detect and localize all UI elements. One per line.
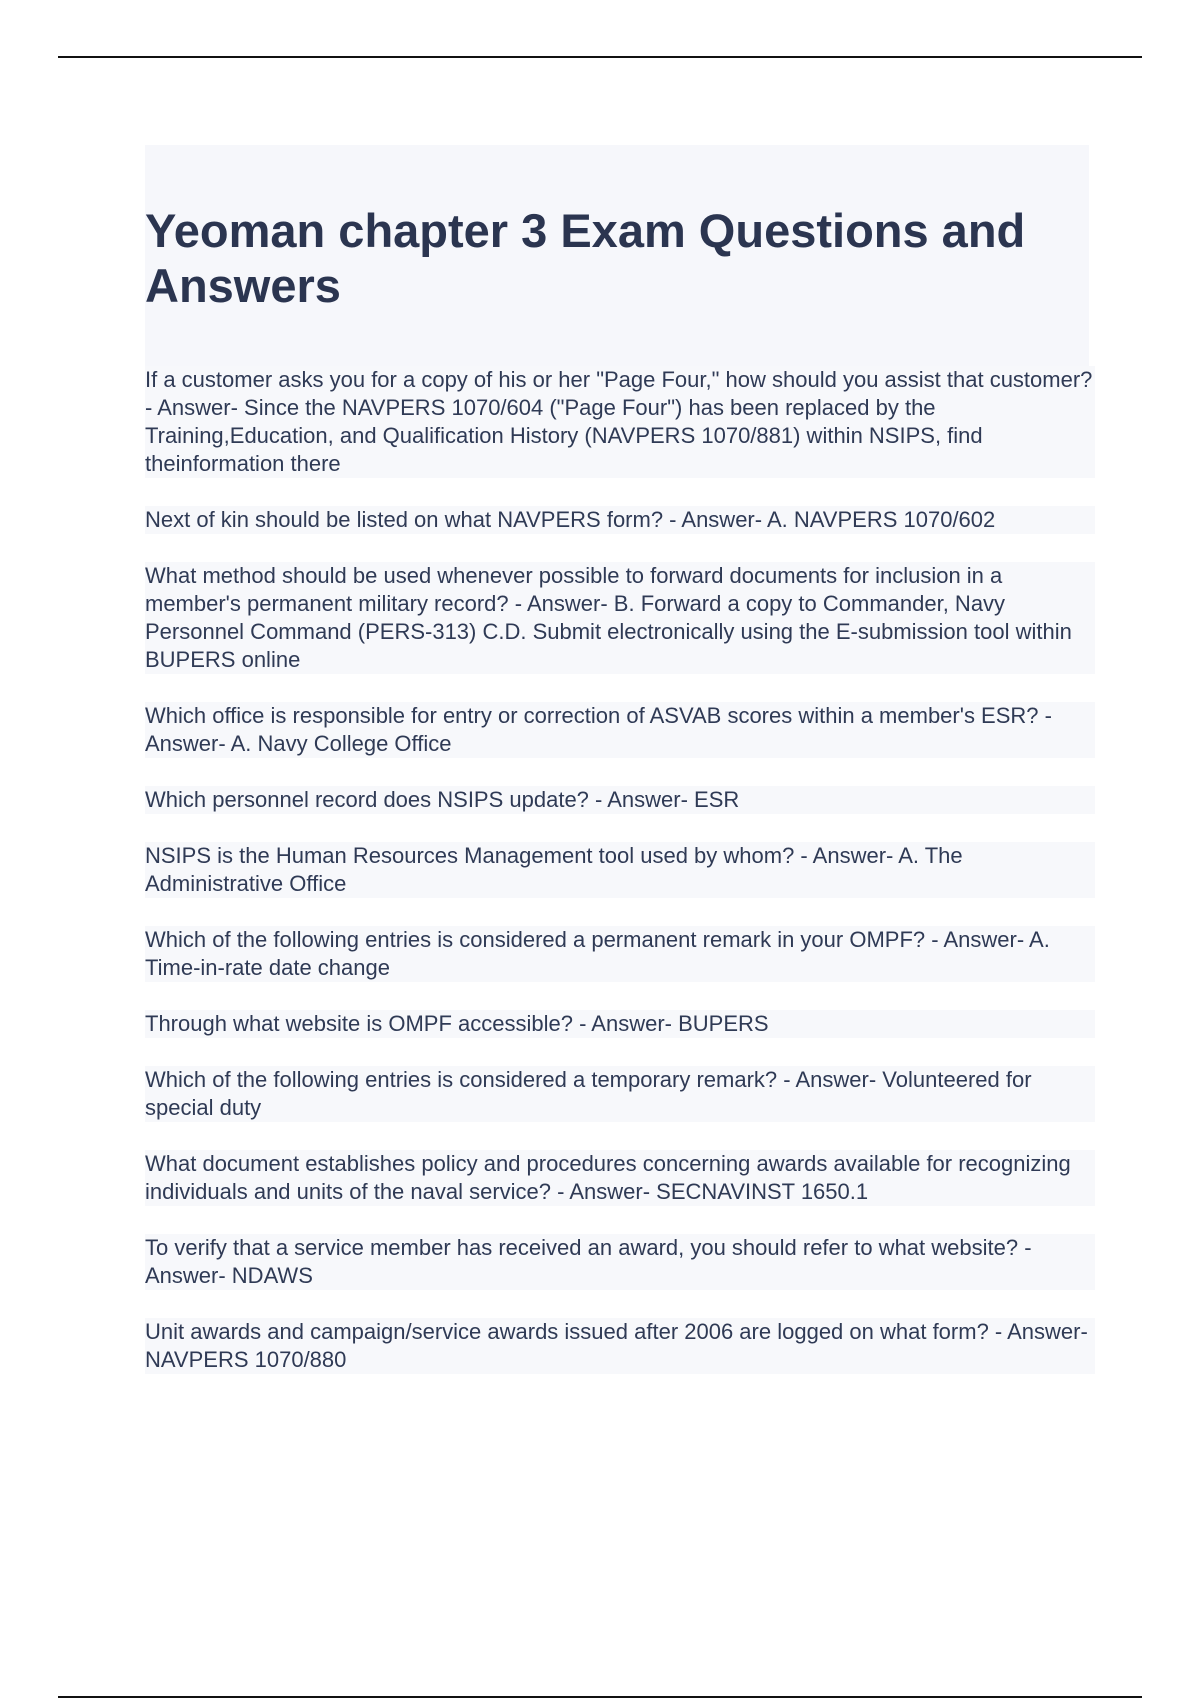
qa-item: Through what website is OMPF accessible? - Answer- BUPERS	[145, 1010, 1095, 1038]
qa-list	[145, 366, 1095, 1402]
qa-item: Which office is responsible for entry or correction of ASVAB scores within a member's ESR? - Answer- A. Navy College Office	[145, 702, 1095, 758]
bottom-divider	[58, 1696, 1142, 1698]
document-title: Yeoman chapter 3 Exam Questions and Answers	[145, 204, 1026, 312]
qa-item: Which of the following entries is considered a permanent remark in your OMPF? - Answer- A. Time-in-rate date change	[145, 926, 1095, 982]
qa-item: Which of the following entries is considered a temporary remark? - Answer- Volunteered for special duty	[145, 1066, 1095, 1122]
qa-item: Next of kin should be listed on what NAVPERS form? - Answer- A. NAVPERS 1070/602	[145, 506, 1095, 534]
qa-item: To verify that a service member has received an award, you should refer to what website? - Answer- NDAWS	[145, 1234, 1095, 1290]
qa-item: What method should be used whenever possible to forward documents for inclusion in a member's permanent military record? - Answer- B. Forward a copy to Commander, Navy Personnel Command (PERS-313) C.D. Submit electronically using the E-submission tool within BUPERS online	[145, 562, 1095, 674]
qa-item: Which personnel record does NSIPS update? - Answer- ESR	[145, 786, 1095, 814]
qa-item: What document establishes policy and procedures concerning awards available for recognizing individuals and units of the naval service? - Answer- SECNAVINST 1650.1	[145, 1150, 1095, 1206]
qa-item: NSIPS is the Human Resources Management tool used by whom? - Answer- A. The Administrative Office	[145, 842, 1095, 898]
top-divider	[58, 56, 1142, 58]
title-banner	[145, 145, 1089, 367]
qa-item: If a customer asks you for a copy of his or her "Page Four," how should you assist that customer? - Answer- Since the NAVPERS 1070/604 ("Page Four") has been replaced by the Training,Education, and Qualification History (NAVPERS 1070/881) within NSIPS, find theinformation there	[145, 366, 1095, 478]
qa-item: Unit awards and campaign/service awards issued after 2006 are logged on what form? - Answer- NAVPERS 1070/880	[145, 1318, 1095, 1374]
